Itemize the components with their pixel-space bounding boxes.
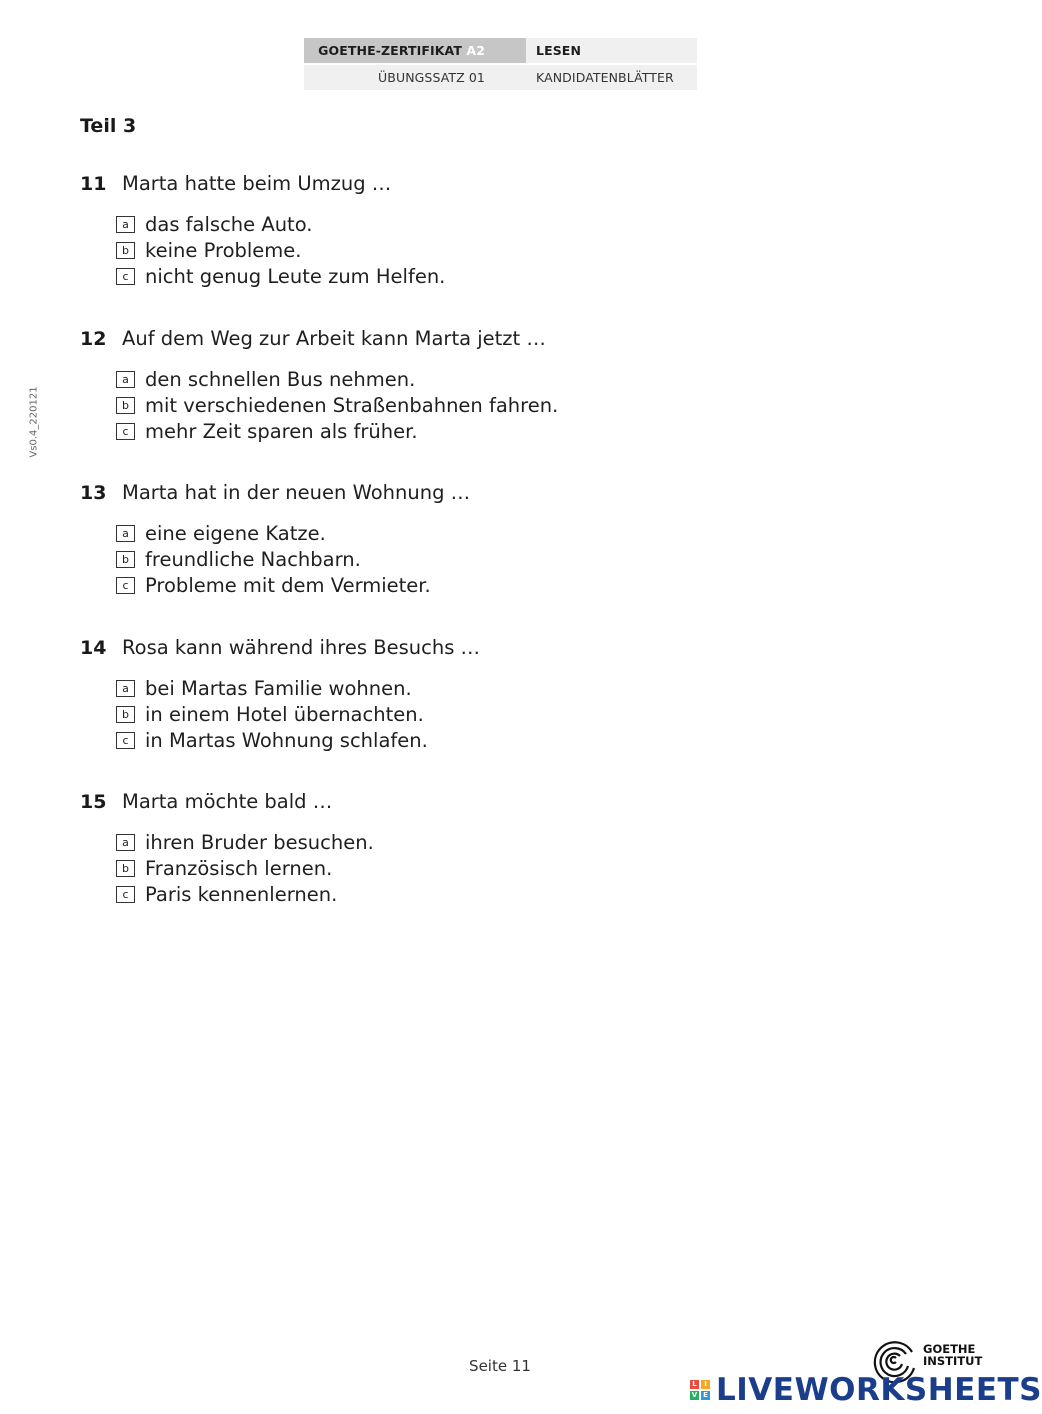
question-line <box>80 326 680 352</box>
option-text: nicht genug Leute zum Helfen. <box>145 264 446 288</box>
option-b[interactable] <box>116 392 680 418</box>
checkbox-b[interactable]: b <box>116 397 135 414</box>
question-text: Marta hat in der neuen Wohnung … <box>122 481 471 504</box>
option-c[interactable] <box>116 418 680 444</box>
lw-icon-tile-v: V <box>691 1391 698 1399</box>
question-15 <box>80 789 680 907</box>
lw-icon-tile-i: I <box>701 1380 710 1389</box>
question-text: Rosa kann während ihres Besuchs … <box>122 636 481 659</box>
question-line <box>80 480 680 506</box>
liveworksheets-watermark <box>690 1372 1042 1408</box>
option-text: eine eigene Katze. <box>145 521 326 545</box>
option-text: in Martas Wohnung schlafen. <box>145 728 428 752</box>
liveworksheets-text: LIVEWORKSHEETS <box>716 1372 1042 1408</box>
exam-header <box>304 38 697 90</box>
goethe-logo-line1: GOETHE <box>923 1342 976 1356</box>
answer-options <box>80 366 680 444</box>
checkbox-a[interactable]: a <box>116 525 135 542</box>
checkbox-b[interactable]: b <box>116 551 135 568</box>
option-a[interactable] <box>116 366 680 392</box>
option-text: Probleme mit dem Vermieter. <box>145 573 431 597</box>
exam-header-row-1 <box>304 38 697 63</box>
checkbox-a[interactable]: a <box>116 216 135 233</box>
answer-options <box>80 520 680 598</box>
option-b[interactable] <box>116 237 680 263</box>
liveworksheets-icon <box>690 1380 710 1400</box>
goethe-logo-line2: INSTITUT <box>923 1354 983 1368</box>
question-number: 13 <box>80 482 107 504</box>
checkbox-c[interactable]: c <box>116 732 135 749</box>
option-a[interactable] <box>116 829 680 855</box>
set-label: ÜBUNGSSATZ 01 <box>304 65 526 90</box>
option-c[interactable] <box>116 727 680 753</box>
option-text: keine Probleme. <box>145 238 302 262</box>
version-code: Vs0.4_220121 <box>28 386 40 458</box>
section-title: Teil 3 <box>80 115 137 137</box>
question-number: 14 <box>80 637 107 659</box>
question-13 <box>80 480 680 598</box>
question-number: 12 <box>80 328 107 350</box>
option-text: Paris kennenlernen. <box>145 882 338 906</box>
option-text: mit verschiedenen Straßenbahnen fahren. <box>145 393 559 417</box>
option-b[interactable] <box>116 855 680 881</box>
option-text: bei Martas Familie wohnen. <box>145 676 412 700</box>
page-number: Seite 11 <box>469 1357 531 1375</box>
option-text: Französisch lernen. <box>145 856 333 880</box>
question-number: 15 <box>80 791 107 813</box>
checkbox-a[interactable]: a <box>116 834 135 851</box>
checkbox-a[interactable]: a <box>116 680 135 697</box>
option-c[interactable] <box>116 263 680 289</box>
option-text: in einem Hotel übernachten. <box>145 702 424 726</box>
checkbox-b[interactable]: b <box>116 706 135 723</box>
exam-header-row-2 <box>304 65 697 90</box>
answer-options <box>80 675 680 753</box>
question-line <box>80 171 680 197</box>
option-text: freundliche Nachbarn. <box>145 547 361 571</box>
checkbox-c[interactable]: c <box>116 577 135 594</box>
question-line <box>80 635 680 661</box>
lw-icon-tile-l: L <box>690 1380 699 1389</box>
exam-name: GOETHE-ZERTIFIKAT <box>318 43 462 58</box>
goethe-logo-text <box>923 1343 982 1367</box>
exam-name-cell <box>304 38 526 63</box>
option-c[interactable] <box>116 572 680 598</box>
option-c[interactable] <box>116 881 680 907</box>
exam-level: A2 <box>466 43 485 58</box>
question-text: Marta hatte beim Umzug … <box>122 172 392 195</box>
question-text: Marta möchte bald … <box>122 790 333 813</box>
question-11 <box>80 171 680 289</box>
option-b[interactable] <box>116 546 680 572</box>
option-a[interactable] <box>116 675 680 701</box>
question-text: Auf dem Weg zur Arbeit kann Marta jetzt … <box>122 327 546 350</box>
module-label: LESEN <box>526 38 697 63</box>
checkbox-a[interactable]: a <box>116 371 135 388</box>
option-b[interactable] <box>116 701 680 727</box>
question-12 <box>80 326 680 444</box>
question-14 <box>80 635 680 753</box>
option-text: den schnellen Bus nehmen. <box>145 367 416 391</box>
checkbox-b[interactable]: b <box>116 242 135 259</box>
option-text: ihren Bruder besuchen. <box>145 830 374 854</box>
option-a[interactable] <box>116 211 680 237</box>
question-number: 11 <box>80 173 107 195</box>
sheet-type-label: KANDIDATENBLÄTTER <box>526 65 697 90</box>
answer-options <box>80 211 680 289</box>
option-a[interactable] <box>116 520 680 546</box>
lw-icon-tile-e: E <box>701 1391 710 1400</box>
checkbox-c[interactable]: c <box>116 886 135 903</box>
answer-options <box>80 829 680 907</box>
checkbox-c[interactable]: c <box>116 423 135 440</box>
question-line <box>80 789 680 815</box>
option-text: das falsche Auto. <box>145 212 313 236</box>
checkbox-b[interactable]: b <box>116 860 135 877</box>
option-text: mehr Zeit sparen als früher. <box>145 419 418 443</box>
checkbox-c[interactable]: c <box>116 268 135 285</box>
